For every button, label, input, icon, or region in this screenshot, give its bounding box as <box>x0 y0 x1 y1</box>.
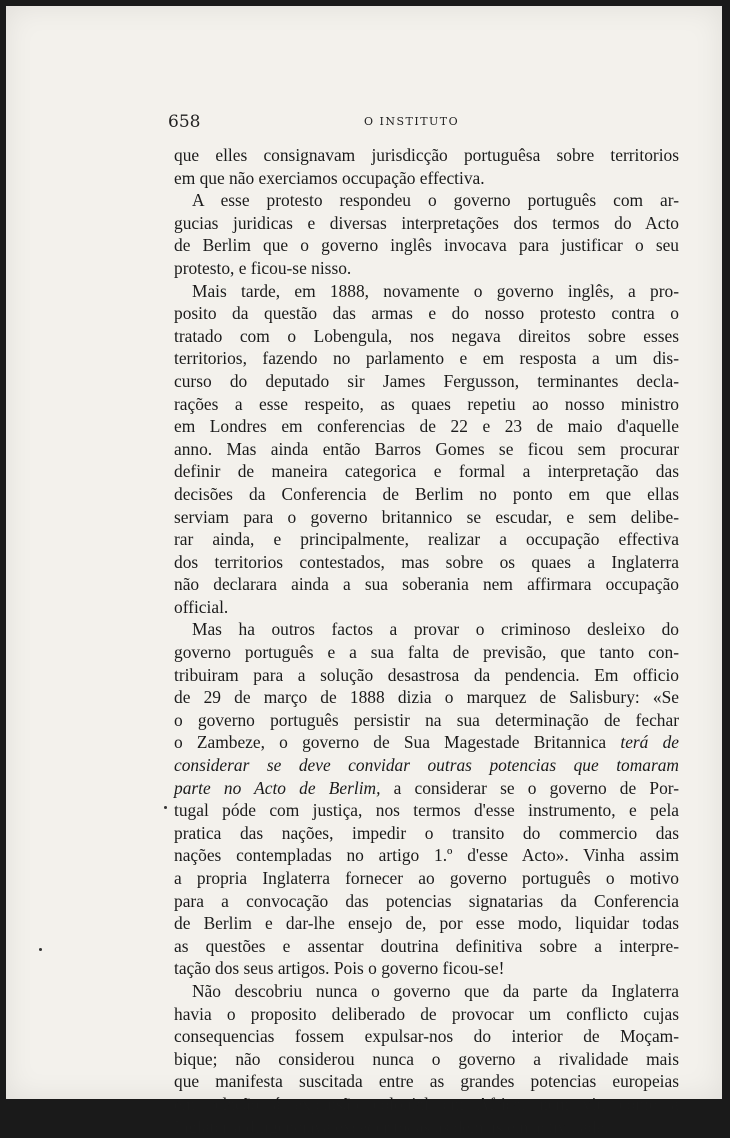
text-line: bique; não considerou nunca o governo a rivalidade mais <box>174 1048 679 1069</box>
text-line: não declarara ainda a sua soberania nem affirmara occupação <box>174 574 679 595</box>
text-line: de Berlim que o governo inglês invocava para justificar o seu <box>174 235 679 256</box>
text-line: posito da questão das armas e do nosso protesto contra o <box>174 303 679 324</box>
text-line <box>174 777 679 800</box>
text-line: em Londres em conferencias de 22 e 23 de maio d'aquelle <box>174 416 679 437</box>
margin-mark <box>164 806 167 809</box>
text-line: tratado com o Lobengula, nos negava direitos sobre esses <box>174 325 679 346</box>
text-line: tação dos seus artigos. Pois o governo ficou-se! <box>174 958 505 979</box>
text-line: anno. Mas ainda então Barros Gomes se ficou sem procurar <box>174 438 679 459</box>
page-number: 658 <box>168 112 201 132</box>
text-line: em que não exerciamos occupação effectiva. <box>174 167 485 188</box>
text-line: Não descobriu nunca o governo que da parte da Inglaterra <box>192 980 679 1001</box>
text-line: protesto, e ficou-se nisso. <box>174 257 352 278</box>
text-line: Mais tarde, em 1888, novamente o governo inglês, a pro- <box>192 280 679 301</box>
italic-segment: considerar se deve convidar outras potencias que tomaram <box>174 755 679 776</box>
running-title: O INSTITUTO <box>364 115 460 128</box>
text-line: consequencias fossem expulsar-nos do interior de Moçam- <box>174 1026 679 1047</box>
text-line: rar ainda, e principalmente, realizar a occupação effectiva <box>174 529 679 550</box>
text-line: havia o proposito deliberado de provocar um conflicto cujas <box>174 1003 679 1024</box>
italic-segment: parte no Acto de Berlim, <box>174 777 381 798</box>
body-text <box>174 144 679 1138</box>
text-line <box>174 754 679 777</box>
text-segment: o Zambeze, o governo de Sua Magestade Britannica <box>174 732 621 753</box>
text-line: governo português e a sua falta de previsão, que tanto con- <box>174 642 679 663</box>
text-line <box>174 731 679 754</box>
text-line: o governo português persistir na sua determinação de fechar <box>174 709 679 730</box>
text-line: Inglaterra diligenciava exceder todas as demais em actividade. <box>174 1116 609 1137</box>
text-line: pratica das nações, impedir o transito do commercio das <box>174 822 679 843</box>
text-line: de Berlim e dar-lhe ensejo de, por esse modo, liquidar todas <box>174 913 679 934</box>
text-line: gucias juridicas e diversas interpretações dos termos do Acto <box>174 212 679 233</box>
text-line: Mas ha outros factos a provar o criminoso desleixo do <box>192 619 679 640</box>
text-line: tugal póde com justiça, nos termos d'esse instrumento, e pela <box>174 800 679 821</box>
text-line: para a convocação das potencias signatarias da Conferencia <box>174 890 679 911</box>
margin-mark <box>39 948 42 951</box>
text-line: rações a esse respeito, as quaes repetiu ao nosso ministro <box>174 393 679 414</box>
text-line: official. <box>174 596 229 617</box>
text-line: a propria Inglaterra fornecer ao governo português o motivo <box>174 868 679 888</box>
text-line: as questões e assentar doutrina definitiva sobre a interpre- <box>174 935 679 956</box>
text-line: de 29 de março de 1888 dizia o marquez de Salisbury: «Se <box>174 687 679 708</box>
text-line: territorios, fazendo no parlamento e em resposta a um dis- <box>174 348 679 369</box>
page-header <box>168 112 668 132</box>
text-line: A esse protesto respondeu o governo português com ar- <box>192 190 679 211</box>
text-line: dos territorios contestados, mas sobre os quaes a Inglaterra <box>174 551 679 572</box>
italic-segment: terá de <box>620 732 679 753</box>
text-line: tribuiram para a solução desastrosa da pendencia. Em officio <box>174 664 679 685</box>
document-page <box>6 6 722 1137</box>
text-line: definir de maneira categorica e formal a interpretação das <box>174 461 679 482</box>
text-line: curso do deputado sir James Fergusson, terminantes decla- <box>174 370 679 391</box>
text-line: em relação á expansão colonial em Africa, nem viu como a <box>174 1093 679 1114</box>
text-line: nações contempladas no artigo 1.º d'esse Acto». Vinha assim <box>174 845 679 866</box>
text-segment: a considerar se o governo de Por- <box>380 777 680 798</box>
text-line: decisões da Conferencia de Berlim no ponto em que ellas <box>174 483 679 504</box>
text-line: que manifesta suscitada entre as grandes potencias europeias <box>174 1071 679 1092</box>
text-line: serviam para o governo britannico se escudar, e sem delibe- <box>174 506 679 527</box>
text-line: que elles consignavam jurisdicção portuguêsa sobre territorios <box>174 145 679 165</box>
